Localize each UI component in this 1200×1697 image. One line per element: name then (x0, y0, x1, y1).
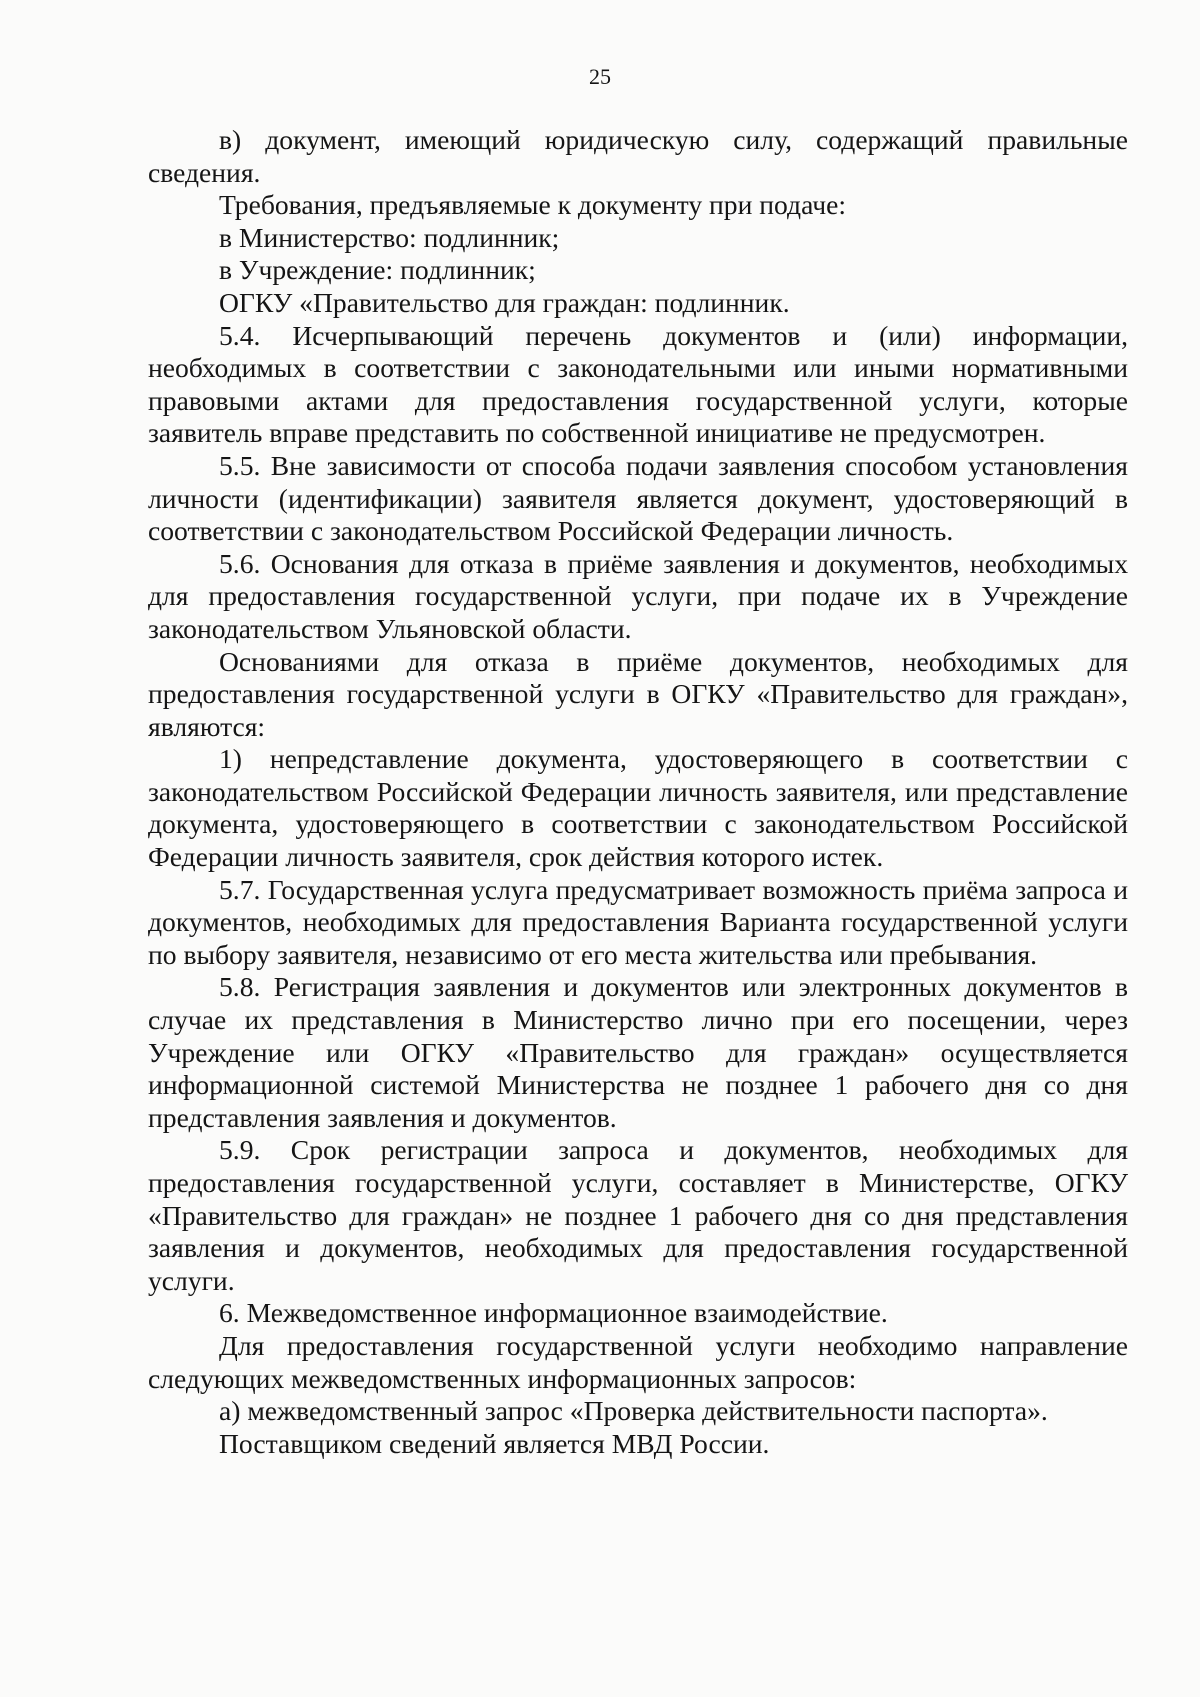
paragraph-interagency-requests: Для предоставления государственной услуги необходимо направление следующих межведомственных информационных запросов: (148, 1329, 1128, 1394)
paragraph-refusal-grounds: Основаниями для отказа в приёме документов, необходимых для предоставления государственной услуги в ОГКУ «Правительство для граждан», являются: (148, 645, 1128, 742)
paragraph-5-4: 5.4. Исчерпывающий перечень документов и (или) информации, необходимых в соответствии с законодательными или иными нормативными правовыми актами для предоставления государственной услуги, которые заявитель вправе представить по собственной инициативе не предусмотрен. (148, 319, 1128, 449)
paragraph-data-provider: Поставщиком сведений является МВД России. (219, 1427, 770, 1459)
paragraph-5-8: 5.8. Регистрация заявления и документов или электронных документов в случае их представления в Министерство лично при его посещении, через Учреждение или ОГКУ «Правительство для граждан» осуществляется информационной системой Министерства не позднее 1 рабочего дня со дня представления заявления и документов. (148, 971, 1128, 1133)
page-number: 25 (589, 64, 611, 89)
paragraph-ogku-original: ОГКУ «Правительство для граждан: подлинник. (219, 286, 790, 318)
paragraph-refusal-item-1: 1) непредставление документа, удостоверяющего в соответствии с законодательством Российской Федерации личность заявителя, или представление документа, удостоверяющего в соответствии с законодательством Российской Федерации личность заявителя, срок действия которого истек. (148, 743, 1128, 873)
paragraph-5-7: 5.7. Государственная услуга предусматривает возможность приёма запроса и документов, необходимых для предоставления Варианта государственной услуги по выбору заявителя, независимо от его места жительства или пребывания. (148, 873, 1128, 970)
paragraph-requirements-heading: Требования, предъявляемые к документу при подаче: (219, 189, 847, 221)
paragraph-ministry-original: в Министерство: подлинник; (219, 221, 560, 253)
document-body (148, 124, 1128, 1460)
paragraph-document-legal-force: в) документ, имеющий юридическую силу, содержащий правильные сведения. (148, 124, 1128, 188)
paragraph-section-6-heading: 6. Межведомственное информационное взаимодействие. (219, 1297, 888, 1329)
paragraph-5-5: 5.5. Вне зависимости от способа подачи заявления способом установления личности (идентификации) заявителя является документ, удостоверяющий в соответствии с законодательством Российской Федерации личность. (148, 449, 1128, 547)
paragraph-5-6: 5.6. Основания для отказа в приёме заявления и документов, необходимых для предоставления государственной услуги, при подаче их в Учреждение законодательством Ульяновской области. (148, 547, 1128, 644)
paragraph-passport-check-request: а) межведомственный запрос «Проверка действительности паспорта». (219, 1395, 1048, 1427)
paragraph-5-9: 5.9. Срок регистрации запроса и документов, необходимых для предоставления государственной услуги, составляет в Министерстве, ОГКУ «Правительство для граждан» не позднее 1 рабочего дня со дня представления заявления и документов, необходимых для предоставления государственной услуги. (148, 1134, 1128, 1296)
paragraph-institution-original: в Учреждение: подлинник; (219, 254, 536, 286)
